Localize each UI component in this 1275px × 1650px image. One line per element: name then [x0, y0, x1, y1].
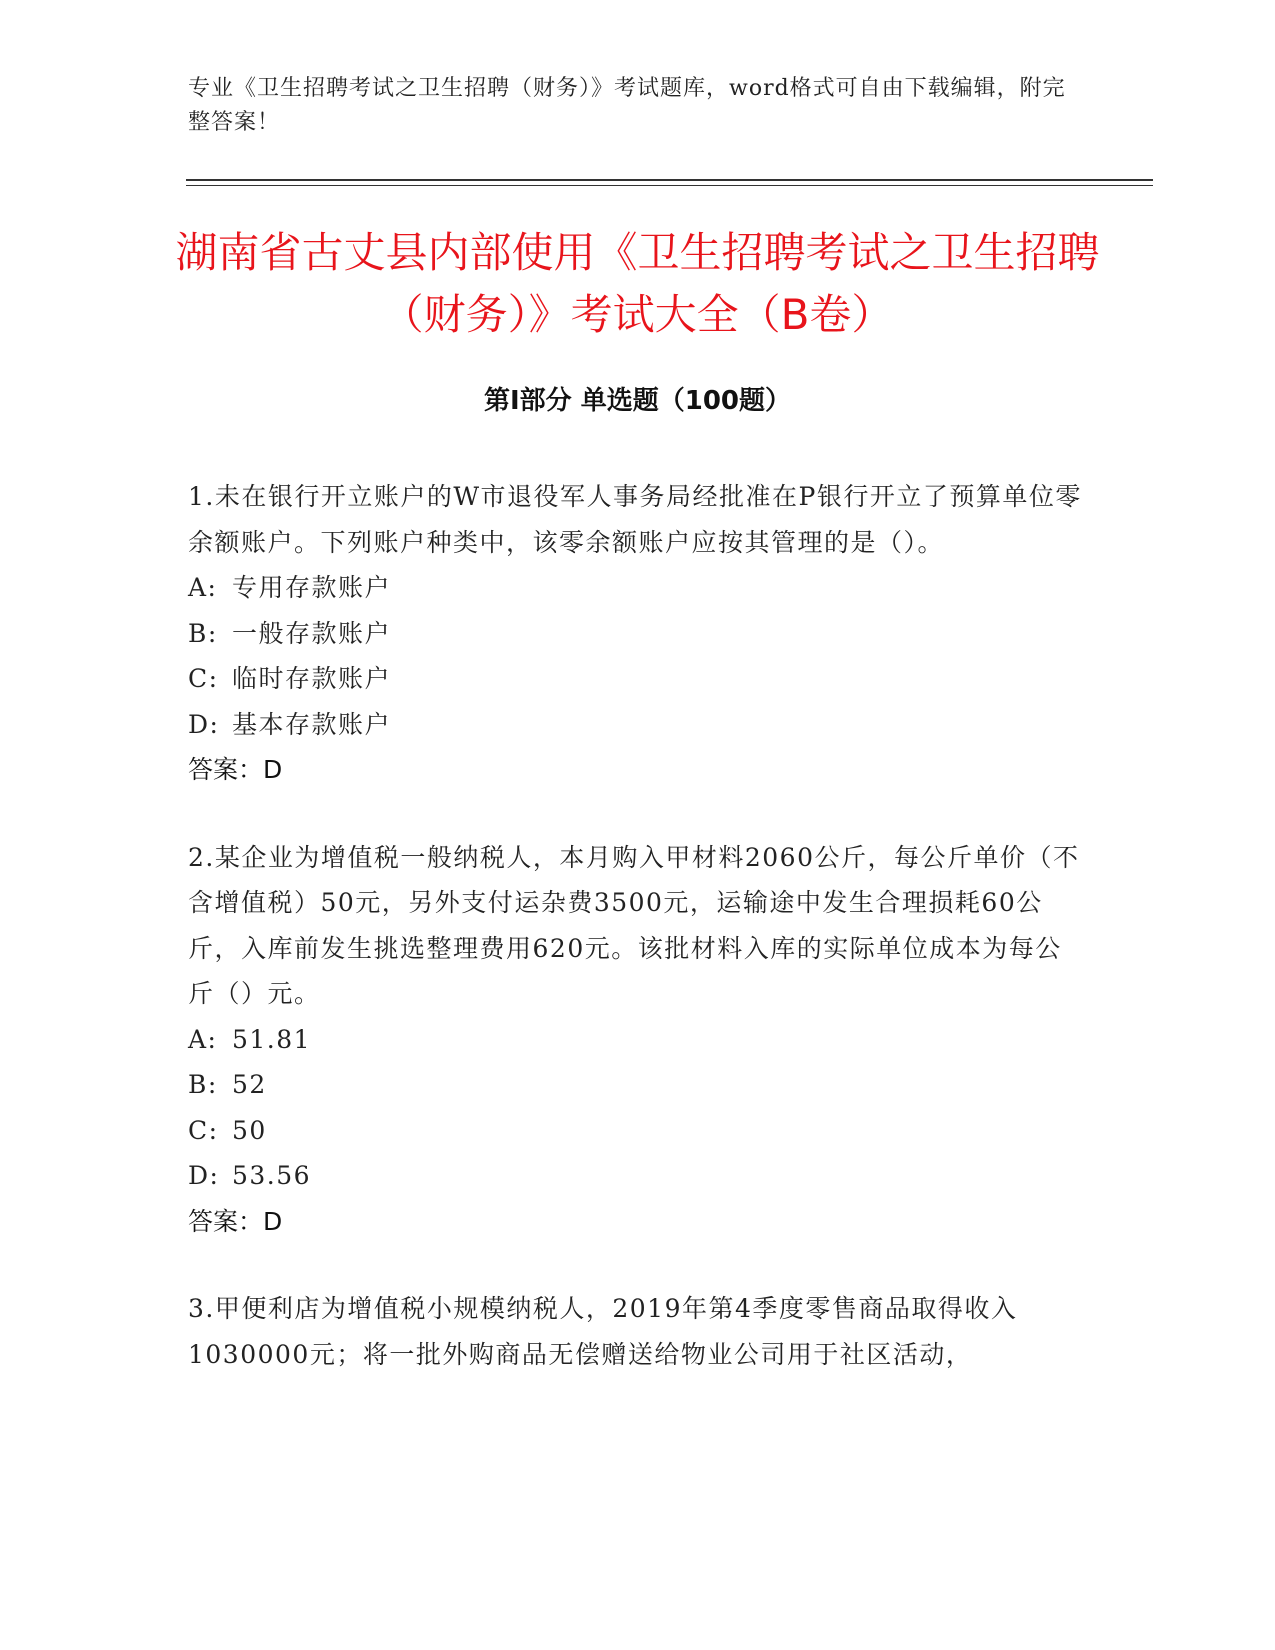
option-text: 临时存款账户 [232, 664, 392, 693]
answer-line: 答案：D [188, 1206, 283, 1236]
option-letter: C: [188, 664, 219, 693]
question-stem: 2.某企业为增值税一般纳税人，本月购入甲材料2060公斤，每公斤单价（不含增值税）50元，另外支付运杂费3500元，运输途中发生合理损耗60公斤，入库前发生挑选整理费用620元。该批材料入库的实际单位成本为每公斤（）元。 [188, 842, 1080, 1008]
header-note: 专业《卫生招聘考试之卫生招聘（财务）》考试题库，word格式可自由下载编辑，附完整答案！ [188, 76, 1066, 135]
option-c [188, 1108, 1088, 1154]
document-title: 湖南省古丈县内部使用《卫生招聘考试之卫生招聘（财务）》考试大全（B卷） [175, 228, 1100, 339]
header-divider-thin [186, 185, 1153, 186]
option-text: 53.56 [232, 1161, 312, 1190]
option-d [188, 702, 1088, 748]
section-title: 第I部分 单选题（100题） [484, 386, 791, 416]
question-2 [188, 835, 1088, 1245]
option-a [188, 1017, 1088, 1063]
option-letter: B: [188, 618, 218, 648]
option-text: 51.81 [232, 1024, 312, 1054]
option-a [188, 565, 1088, 611]
option-letter: A: [188, 1024, 218, 1054]
option-letter: A: [188, 573, 218, 602]
answer-line: 答案：D [188, 755, 283, 784]
option-letter: D: [188, 1161, 220, 1190]
question-stem: 1.未在银行开立账户的W市退役军人事务局经批准在P银行开立了预算单位零余额账户。下列账户种类中，该零余额账户应按其管理的是（）。 [188, 482, 1082, 557]
option-letter: C: [188, 1115, 219, 1145]
option-text: 专用存款账户 [232, 573, 392, 602]
question-1 [188, 474, 1088, 793]
option-text: 50 [232, 1115, 267, 1145]
option-text: 一般存款账户 [232, 618, 392, 648]
option-c [188, 656, 1088, 702]
header-divider-thick [186, 179, 1153, 181]
option-b [188, 1062, 1088, 1108]
option-letter: D: [188, 709, 220, 739]
option-b [188, 611, 1088, 657]
option-d [188, 1153, 1088, 1199]
option-letter: B: [188, 1070, 218, 1099]
question-stem: 3.甲便利店为增值税小规模纳税人，2019年第4季度零售商品取得收入1030000元；将一批外购商品无偿赠送给物业公司用于社区活动， [188, 1294, 1018, 1369]
option-text: 52 [232, 1070, 267, 1099]
question-list [188, 474, 1088, 1419]
option-text: 基本存款账户 [232, 709, 392, 739]
question-3 [188, 1286, 1088, 1377]
